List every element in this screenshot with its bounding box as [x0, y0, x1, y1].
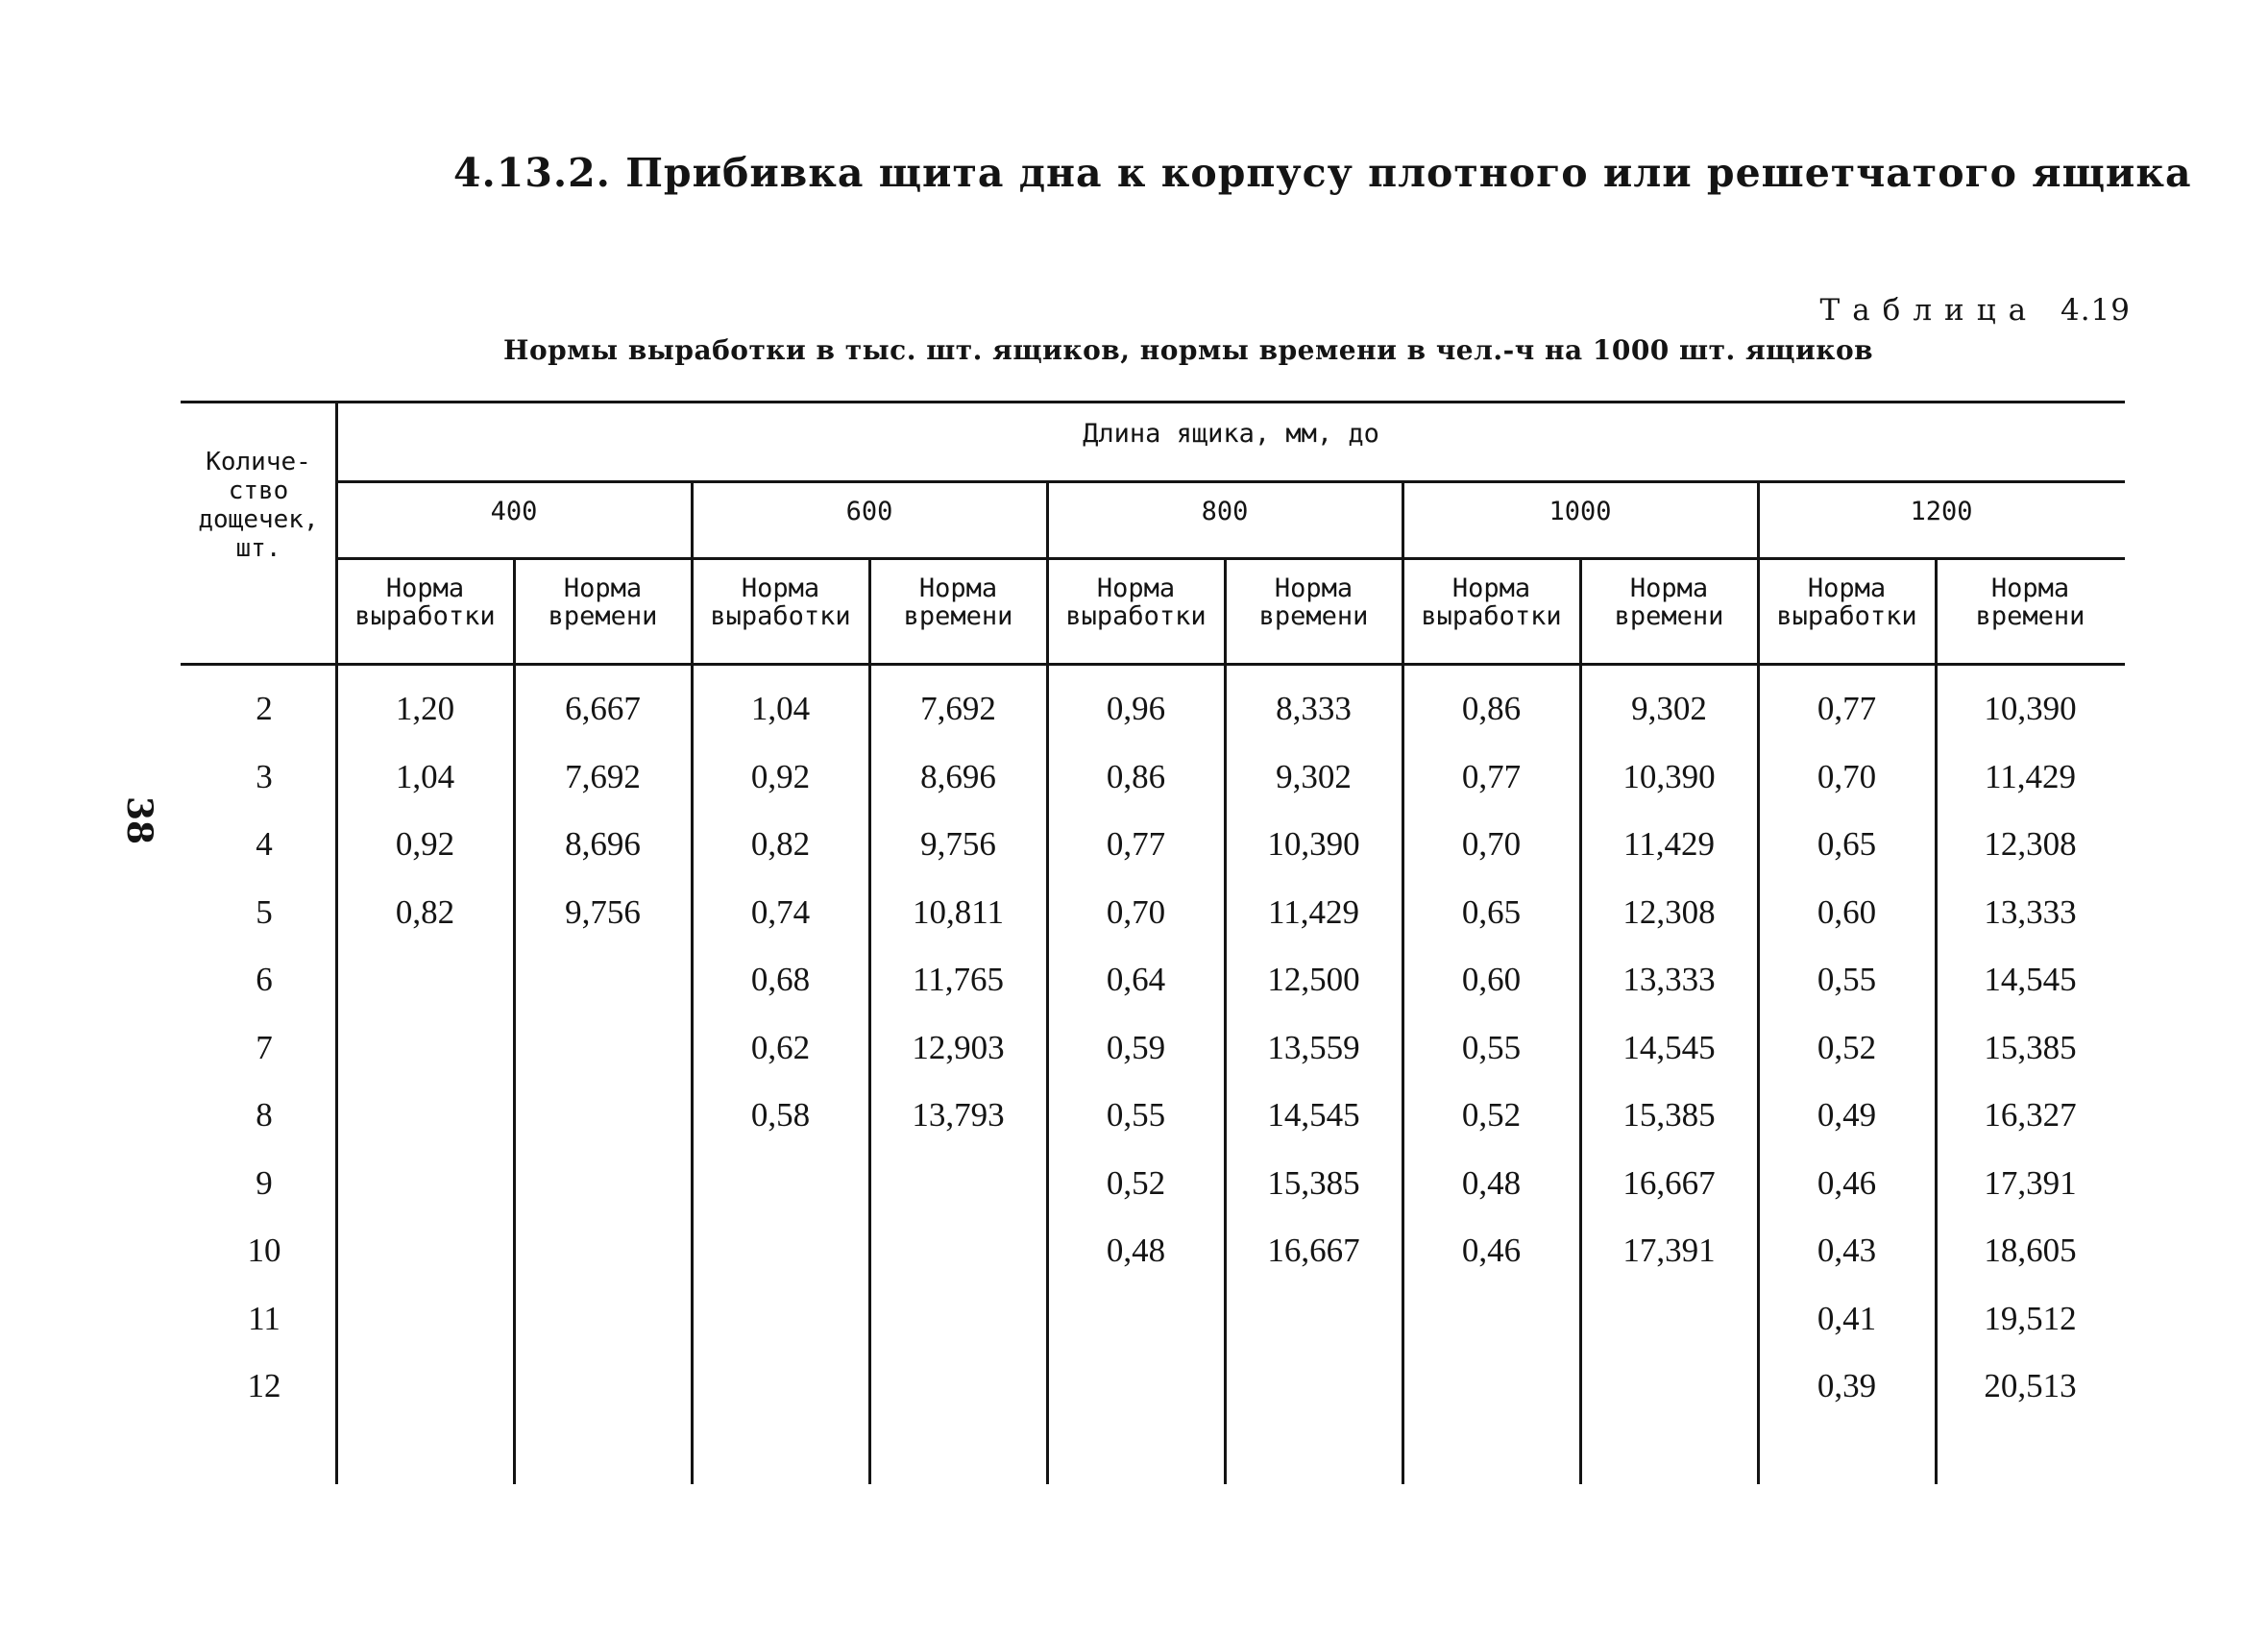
row-count: 10	[247, 1232, 281, 1269]
length-header: 1000	[1549, 497, 1612, 526]
output-norm-cell: 0,52	[1461, 1096, 1522, 1134]
time-norm-cell: 11,765	[913, 961, 1004, 998]
length-header: 1200	[1910, 497, 1973, 526]
sub-header-line: Норма	[385, 573, 465, 603]
output-norm-header	[692, 574, 869, 630]
column-rule	[1402, 483, 1404, 1484]
output-norm-cell: 0,70	[1461, 825, 1522, 863]
time-norm-cell: 18,605	[1984, 1232, 2077, 1269]
time-norm-cell: 10,390	[1622, 757, 1716, 795]
row-header-line: дощечек,	[198, 505, 319, 534]
sub-header-line: Норма	[1274, 573, 1353, 603]
output-norm-cell: 0,59	[1106, 1028, 1166, 1066]
sub-header-line: Норма	[563, 573, 643, 603]
row-count: 2	[256, 690, 273, 727]
column-rule	[1224, 560, 1227, 1484]
time-norm-cell: 17,391	[1622, 1232, 1716, 1269]
length-rule	[336, 557, 2125, 560]
output-norm-cell: 0,70	[1817, 757, 1877, 795]
sub-header-line: Норма	[741, 573, 820, 603]
time-norm-cell: 17,391	[1984, 1163, 2077, 1202]
sub-header-line: Норма	[1807, 573, 1887, 603]
time-norm-header	[1936, 574, 2125, 630]
output-norm-cell: 0,60	[1817, 892, 1877, 931]
column-rule	[513, 560, 516, 1484]
time-norm-cell: 11,429	[1268, 892, 1359, 931]
output-norm-header	[1758, 574, 1936, 630]
time-norm-cell: 9,756	[920, 825, 996, 863]
output-norm-cell: 0,46	[1461, 1232, 1522, 1269]
row-count: 4	[256, 825, 273, 863]
time-norm-header	[1225, 574, 1402, 630]
output-norm-cell: 0,65	[1461, 892, 1522, 931]
row-count: 5	[256, 892, 273, 931]
length-header: 400	[490, 497, 538, 526]
section-heading: 4.13.2. Прибивка щита дна к корпусу плотного или решетчатого ящика	[453, 150, 2192, 196]
output-norm-cell: 0,92	[395, 825, 455, 863]
output-norm-cell: 0,60	[1461, 961, 1522, 998]
sub-header-line: Норма	[1629, 573, 1709, 603]
output-norm-cell: 0,64	[1106, 961, 1166, 998]
output-norm-cell: 0,43	[1817, 1232, 1877, 1269]
length-header: 800	[1201, 497, 1249, 526]
output-norm-cell: 0,82	[750, 825, 811, 863]
row-count: 12	[247, 1367, 281, 1404]
sub-header-line: выработки	[1421, 601, 1562, 631]
column-rule	[1046, 483, 1049, 1484]
time-norm-cell: 9,302	[1276, 757, 1352, 795]
time-norm-cell: 11,429	[1623, 825, 1715, 863]
time-norm-cell: 14,545	[1622, 1028, 1716, 1066]
column-rule	[691, 483, 694, 1484]
group-rule	[336, 480, 2125, 483]
sub-header-line: выработки	[710, 601, 851, 631]
time-norm-cell: 16,667	[1267, 1232, 1360, 1269]
output-norm-cell: 0,68	[750, 961, 811, 998]
output-norm-cell: 0,77	[1461, 757, 1522, 795]
time-norm-cell: 16,667	[1622, 1163, 1716, 1202]
row-header	[181, 448, 336, 563]
sub-header-line: времени	[1258, 601, 1369, 631]
row-count: 9	[256, 1163, 273, 1202]
sub-header-line: выработки	[354, 601, 496, 631]
table-label	[1820, 293, 2131, 328]
row-header-line: ство	[228, 476, 289, 505]
output-norm-cell: 0,52	[1106, 1163, 1166, 1202]
column-rule	[335, 403, 338, 1484]
sub-header-line: выработки	[1776, 601, 1917, 631]
column-rule	[1935, 560, 1938, 1484]
output-norm-cell: 1,04	[750, 690, 811, 727]
time-norm-cell: 11,429	[1985, 757, 2076, 795]
time-norm-cell: 15,385	[1984, 1028, 2077, 1066]
output-norm-header	[336, 574, 514, 630]
time-norm-cell: 8,333	[1276, 690, 1352, 727]
time-norm-cell: 10,390	[1984, 690, 2077, 727]
row-header-line: Количе-	[206, 448, 311, 476]
time-norm-cell: 13,793	[912, 1096, 1005, 1134]
row-count: 8	[256, 1096, 273, 1134]
output-norm-cell: 1,20	[395, 690, 455, 727]
time-norm-cell: 10,390	[1267, 825, 1360, 863]
output-norm-cell: 0,86	[1106, 757, 1166, 795]
time-norm-cell: 12,500	[1267, 961, 1360, 998]
time-norm-cell: 13,333	[1622, 961, 1716, 998]
output-norm-cell: 0,92	[750, 757, 811, 795]
row-header-line: шт.	[235, 534, 281, 563]
output-norm-cell: 0,77	[1817, 690, 1877, 727]
time-norm-cell: 19,512	[1984, 1299, 2077, 1337]
sub-header-line: Норма	[1990, 573, 2070, 603]
time-norm-header	[869, 574, 1047, 630]
row-count: 3	[256, 757, 273, 795]
time-norm-cell: 14,545	[1984, 961, 2077, 998]
row-count: 11	[248, 1299, 280, 1337]
output-norm-cell: 0,55	[1106, 1096, 1166, 1134]
output-norm-cell: 0,55	[1461, 1028, 1522, 1066]
time-norm-cell: 13,559	[1267, 1028, 1360, 1066]
time-norm-cell: 14,545	[1267, 1096, 1360, 1134]
output-norm-cell: 0,58	[750, 1096, 811, 1134]
output-norm-cell: 0,48	[1106, 1232, 1166, 1269]
sub-header-line: времени	[903, 601, 1013, 631]
table-label-number: 4.19	[2060, 293, 2131, 328]
time-norm-cell: 10,811	[913, 892, 1004, 931]
output-norm-cell: 0,39	[1817, 1367, 1877, 1404]
time-norm-cell: 8,696	[920, 757, 996, 795]
column-rule	[1757, 483, 1760, 1484]
time-norm-cell: 12,903	[912, 1028, 1005, 1066]
sub-header-line: времени	[548, 601, 658, 631]
output-norm-cell: 0,41	[1817, 1299, 1877, 1337]
page-number: 38	[119, 795, 160, 845]
output-norm-cell: 0,74	[750, 892, 811, 931]
output-norm-cell: 0,70	[1106, 892, 1166, 931]
time-norm-cell: 6,667	[565, 690, 641, 727]
time-norm-cell: 15,385	[1622, 1096, 1716, 1134]
column-rule	[1579, 560, 1582, 1484]
time-norm-cell: 7,692	[920, 690, 996, 727]
time-norm-header	[514, 574, 692, 630]
time-norm-cell: 8,696	[565, 825, 641, 863]
output-norm-cell: 0,82	[395, 892, 455, 931]
length-group-header: Длина ящика, мм, до	[1083, 419, 1379, 449]
time-norm-cell: 12,308	[1984, 825, 2077, 863]
sub-header-line: времени	[1975, 601, 2085, 631]
time-norm-cell: 16,327	[1984, 1096, 2077, 1134]
time-norm-cell: 7,692	[565, 757, 641, 795]
time-norm-cell: 13,333	[1984, 892, 2077, 931]
row-count: 7	[256, 1028, 273, 1066]
header-bottom-rule	[181, 663, 2125, 666]
time-norm-cell: 12,308	[1622, 892, 1716, 931]
output-norm-cell: 0,62	[750, 1028, 811, 1066]
column-rule	[868, 560, 871, 1484]
sub-header-line: Норма	[1451, 573, 1531, 603]
sub-header-line: выработки	[1065, 601, 1207, 631]
sub-header-line: Норма	[918, 573, 998, 603]
output-norm-header	[1402, 574, 1580, 630]
output-norm-cell: 0,46	[1817, 1163, 1877, 1202]
sub-header-line: Норма	[1096, 573, 1176, 603]
output-norm-cell: 0,48	[1461, 1163, 1522, 1202]
output-norm-cell: 0,96	[1106, 690, 1166, 727]
time-norm-header	[1580, 574, 1758, 630]
output-norm-cell: 1,04	[395, 757, 455, 795]
output-norm-header	[1047, 574, 1225, 630]
output-norm-cell: 0,86	[1461, 690, 1522, 727]
table-label-word: Таблица	[1819, 293, 2039, 328]
time-norm-cell: 20,513	[1984, 1367, 2077, 1404]
output-norm-cell: 0,52	[1817, 1028, 1877, 1066]
output-norm-cell: 0,65	[1817, 825, 1877, 863]
row-count: 6	[256, 961, 273, 998]
output-norm-cell: 0,49	[1817, 1096, 1877, 1134]
table-caption: Нормы выработки в тыс. шт. ящиков, нормы времени в чел.-ч на 1000 шт. ящиков	[503, 334, 1874, 366]
length-header: 600	[845, 497, 893, 526]
sub-header-line: времени	[1614, 601, 1724, 631]
top-rule	[181, 401, 2125, 403]
output-norm-cell: 0,77	[1106, 825, 1166, 863]
time-norm-cell: 9,302	[1631, 690, 1707, 727]
output-norm-cell: 0,55	[1817, 961, 1877, 998]
time-norm-cell: 9,756	[565, 892, 641, 931]
time-norm-cell: 15,385	[1267, 1163, 1360, 1202]
